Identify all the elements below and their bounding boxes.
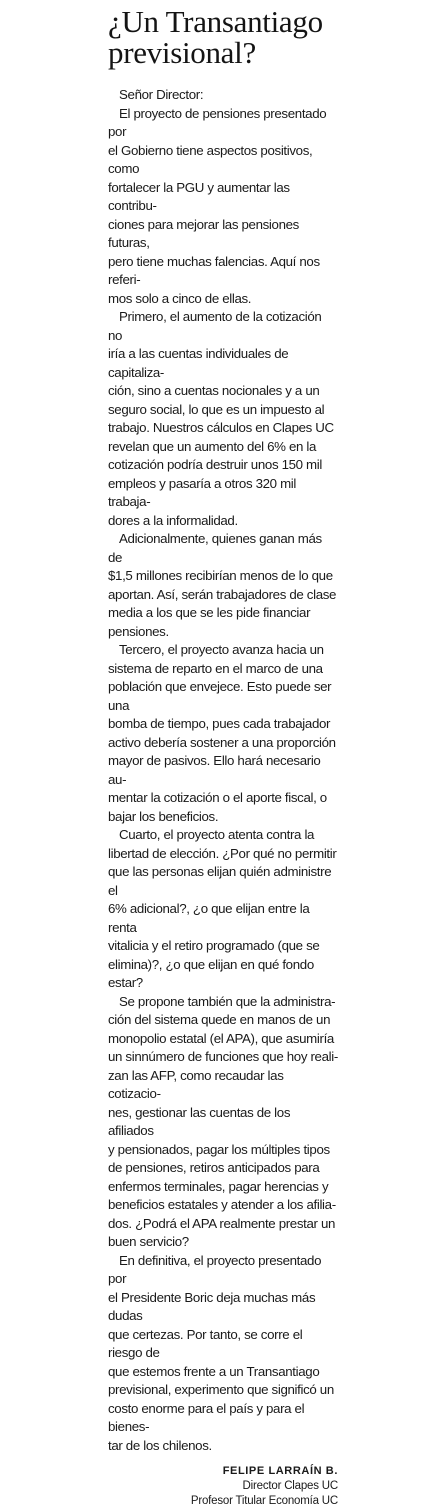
- text-line: Primero, el aumento de la cotización no: [108, 309, 322, 343]
- article-title: [108, 0, 338, 68]
- text-line: cotización podría destruir unos 150 mil: [108, 457, 322, 472]
- text-line: Se propone también que la administra-: [119, 993, 336, 1009]
- text-line: Tercero, el proyecto avanza hacia un: [119, 642, 324, 657]
- text-line: aportan. Así, serán trabajadores de clase: [108, 586, 337, 602]
- text-line: iría a las cuentas individuales de capitaliza-: [108, 346, 289, 380]
- text-line: beneficios estatales y atender a los afilia-: [108, 1197, 336, 1212]
- text-line: que las personas elijan quién administre el: [108, 864, 332, 898]
- body-paragraph: [108, 641, 338, 826]
- text-line: seguro social, lo que es un impuesto al: [108, 401, 325, 417]
- signature-block: [108, 1463, 338, 1509]
- text-line: ciones para mejorar las pensiones futuras,: [108, 216, 299, 250]
- body-paragraph: [108, 105, 338, 309]
- text-line: costo enorme para el país y para el bienes-: [108, 1400, 305, 1434]
- text-line: de pensiones, retiros anticipados para: [108, 1160, 320, 1175]
- letter-article: [108, 0, 338, 1509]
- text-line: que certezas. Por tanto, se corre el riesgo de: [108, 1326, 303, 1360]
- text-line: dos. ¿Podrá el APA realmente prestar un: [108, 1215, 336, 1231]
- text-line: y pensionados, pagar los múltiples tipos: [108, 1141, 330, 1157]
- body-paragraph: [108, 1252, 338, 1456]
- text-line: dores a la informalidad.: [108, 512, 238, 528]
- text-line: población que envejece. Esto puede ser una: [108, 679, 332, 713]
- text-line: activo debería sostener a una proporción: [108, 734, 336, 750]
- salutation: Señor Director:: [119, 87, 204, 102]
- text-line: monopolio estatal (el APA), que asumiría: [108, 1030, 334, 1046]
- text-line: En definitiva, el proyecto presentado por: [108, 1252, 322, 1286]
- text-line: buen servicio?: [108, 1234, 189, 1249]
- text-line: tar de los chilenos.: [108, 1437, 212, 1453]
- text-line: 6% adicional?, ¿o que elijan entre la renta: [108, 901, 310, 935]
- text-line: bomba de tiempo, pues cada trabajador: [108, 716, 331, 731]
- text-line: libertad de elección. ¿Por qué no permitir: [108, 845, 337, 861]
- text-line: pero tiene muchas falencias. Aquí nos referi-: [108, 253, 320, 287]
- body-paragraph: [108, 993, 338, 1252]
- text-line: media a los que se les pide financiar: [108, 605, 311, 620]
- text-line: el Presidente Boric deja muchas más dudas: [108, 1289, 316, 1323]
- text-line: mos solo a cinco de ellas.: [108, 290, 252, 306]
- text-line: sistema de reparto en el marco de una: [108, 660, 323, 676]
- author-name: FELIPE LARRAÍN B.: [222, 1465, 338, 1477]
- body-paragraph: [108, 826, 338, 993]
- text-line: Adicionalmente, quienes ganan más de: [108, 531, 322, 565]
- text-line: zan las AFP, como recaudar las cotizacio-: [108, 1067, 284, 1101]
- text-line: fortalecer la PGU y aumentar las contribu-: [108, 179, 290, 213]
- text-line: enfermos terminales, pagar herencias y: [108, 1178, 329, 1194]
- text-line: mayor de pasivos. Ello hará necesario au-: [108, 753, 321, 787]
- text-line: un sinnúmero de funciones que hoy reali-: [108, 1049, 338, 1064]
- text-line: el Gobierno tiene aspectos positivos, como: [108, 142, 313, 176]
- title-line-1: ¿Un Transantiago: [108, 4, 323, 39]
- text-line: que estemos frente a un Transantiago: [108, 1363, 320, 1379]
- body-paragraph: [108, 530, 338, 641]
- text-line: elimina)?, ¿o que elijan en qué fondo estar?: [108, 956, 314, 990]
- text-line: bajar los beneficios.: [108, 808, 219, 824]
- text-line: El proyecto de pensiones presentado por: [108, 105, 327, 139]
- text-line: mentar la cotización o el aporte fiscal, o: [108, 790, 327, 805]
- title-line-2: previsional?: [108, 35, 256, 70]
- text-line: vitalicia y el retiro programado (que se: [108, 938, 320, 953]
- text-line: empleos y pasaría a otros 320 mil trabaja-: [108, 475, 297, 509]
- text-line: ción, sino a cuentas nocionales y a un: [108, 383, 320, 398]
- text-line: previsional, experimento que significó un: [108, 1382, 334, 1397]
- body-paragraph: [108, 308, 338, 530]
- text-line: revelan que un aumento del 6% en la: [108, 438, 317, 454]
- text-line: $1,5 millones recibirían menos de lo que: [108, 568, 333, 583]
- article-body: [108, 105, 338, 1456]
- text-line: pensiones.: [108, 623, 169, 639]
- text-line: ción del sistema quede en manos de un: [108, 1012, 331, 1027]
- text-line: trabajo. Nuestros cálculos en Clapes UC: [108, 420, 334, 435]
- text-line: Cuarto, el proyecto atenta contra la: [119, 827, 315, 842]
- author-role-2: Profesor Titular Economía UC: [190, 1495, 338, 1507]
- author-role-1: Director Clapes UC: [242, 1480, 338, 1492]
- text-line: nes, gestionar las cuentas de los afiliados: [108, 1104, 291, 1138]
